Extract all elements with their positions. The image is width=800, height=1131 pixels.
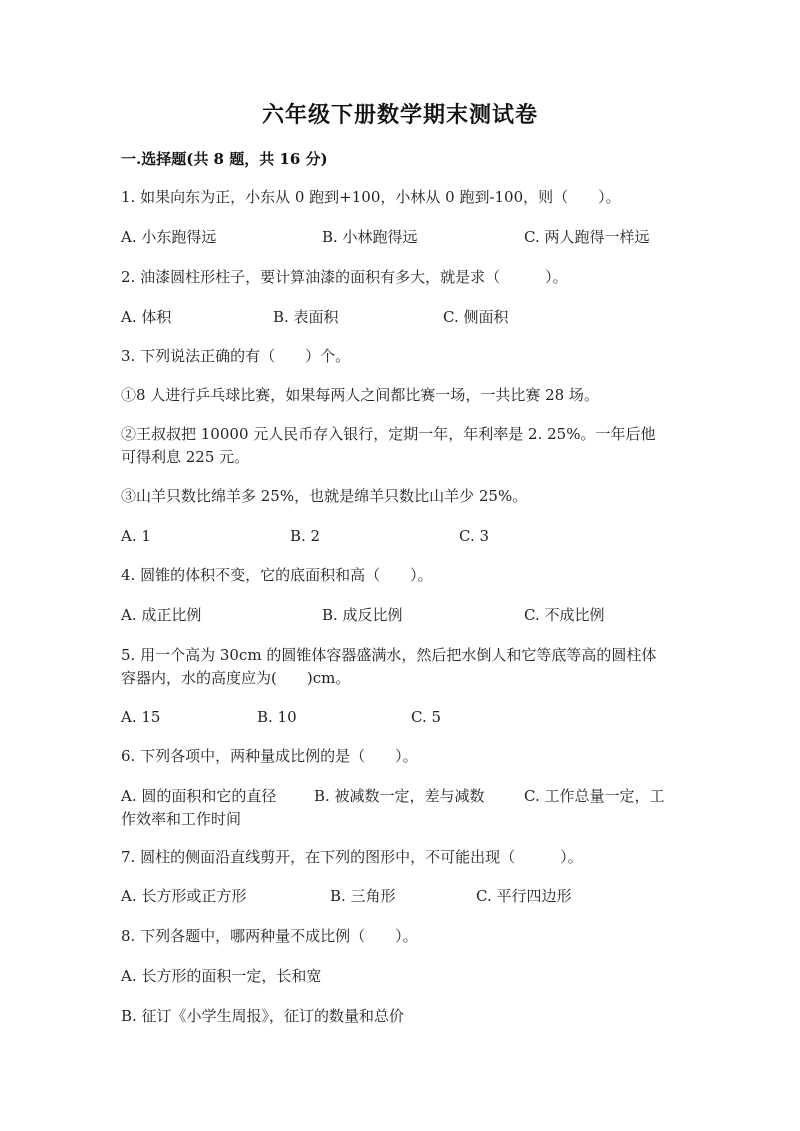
- question-4-text: 4. 圆锥的体积不变，它的底面积和高（ ）。: [121, 566, 433, 584]
- question-5-option-b: B. 10: [257, 708, 297, 726]
- question-1-text: 1. 如果向东为正，小东从 0 跑到+100，小林从 0 跑到-100，则（ ）。: [121, 188, 621, 206]
- question-3-option-b: B. 2: [290, 527, 321, 545]
- question-7-option-a: A. 长方形或正方形: [121, 887, 247, 905]
- question-4-option-a: A. 成正比例: [121, 606, 202, 624]
- question-6-option-a: A. 圆的面积和它的直径: [121, 787, 277, 805]
- question-6-text: 6. 下列各项中，两种量成比例的是（ ）。: [121, 747, 418, 765]
- question-3-statement-2-line-1: ②王叔叔把 10000 元人民币存入银行，定期一年，年利率是 2. 25%。一年后他: [121, 425, 656, 443]
- question-1-option-b: B. 小林跑得远: [322, 228, 418, 246]
- question-3-statement-3: ③山羊只数比绵羊多 25%，也就是绵羊只数比山羊少 25%。: [121, 487, 528, 505]
- question-6-option-b: B. 被减数一定，差与减数: [314, 787, 485, 805]
- question-3-text: 3. 下列说法正确的有（ ）个。: [121, 347, 351, 365]
- question-8-option-a: A. 长方形的面积一定，长和宽: [121, 967, 322, 985]
- question-5-option-c: C. 5: [411, 708, 442, 726]
- question-8-text: 8. 下列各题中，哪两种量不成比例（ ）。: [121, 927, 418, 945]
- question-2-option-b: B. 表面积: [273, 308, 339, 326]
- question-4-option-c: C. 不成比例: [524, 606, 605, 624]
- question-3-statement-1: ①8 人进行乒乓球比赛，如果每两人之间都比赛一场，一共比赛 28 场。: [121, 386, 599, 404]
- question-8-option-b: B. 征订《小学生周报》，征订的数量和总价: [121, 1007, 405, 1025]
- question-5-text-line-1: 5. 用一个高为 30cm 的圆锥体容器盛满水，然后把水倒人和它等底等高的圆柱体: [121, 646, 657, 664]
- question-3-statement-2-line-2: 可得利息 225 元。: [121, 448, 250, 466]
- question-2-text: 2. 油漆圆柱形柱子，要计算油漆的面积有多大，就是求（ ）。: [121, 268, 568, 286]
- question-2-option-a: A. 体积: [121, 308, 172, 326]
- question-6-option-c-line-1: C. 工作总量一定，工: [524, 787, 665, 805]
- question-5-text-line-2: 容器内，水的高度应为( )cm。: [121, 669, 351, 687]
- page-title: 六年级下册数学期末测试卷: [261, 102, 538, 128]
- question-7-option-b: B. 三角形: [330, 887, 396, 905]
- section-heading: 一.选择题(共 8 题，共 16 分): [121, 150, 328, 168]
- question-1-option-a: A. 小东跑得远: [121, 228, 217, 246]
- question-3-option-c: C. 3: [459, 527, 490, 545]
- question-6-option-c-line-2: 作效率和工作时间: [121, 810, 242, 828]
- question-7-text: 7. 圆柱的侧面沿直线剪开，在下列的图形中，不可能出现（ ）。: [121, 848, 583, 866]
- question-1-option-c: C. 两人跑得一样远: [524, 228, 650, 246]
- question-4-option-b: B. 成反比例: [322, 606, 403, 624]
- question-5-option-a: A. 15: [121, 708, 161, 726]
- question-7-option-c: C. 平行四边形: [476, 887, 572, 905]
- question-2-option-c: C. 侧面积: [443, 308, 509, 326]
- question-3-option-a: A. 1: [121, 527, 151, 545]
